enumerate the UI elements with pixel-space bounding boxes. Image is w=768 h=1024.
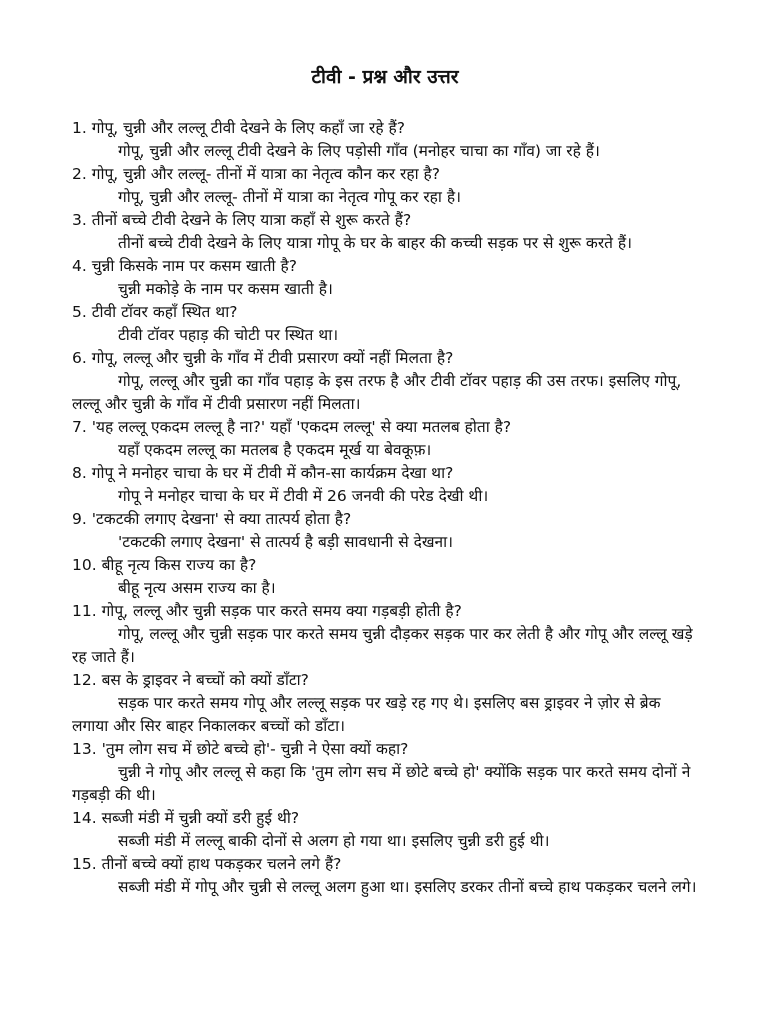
answer: गोपू, लल्लू और चुन्नी का गाँव पहाड़ के इस तरफ है और टीवी टॉवर पहाड़ की उस तरफ। इसलिए गोपू, लल्लू और चुन्नी के गाँव में टीवी प्रसारण नहीं मिलता।	[72, 372, 682, 413]
answer: तीनों बच्चे टीवी देखने के लिए यात्रा गोपू के घर के बाहर की कच्ची सड़क पर से शुरू करते हैं।	[118, 234, 633, 252]
qa-item-9	[72, 508, 698, 554]
answer: टीवी टॉवर पहाड़ की चोटी पर स्थित था।	[118, 326, 339, 344]
qa-item-2	[72, 163, 698, 209]
question: 13. 'तुम लोग सच में छोटे बच्चे हो'- चुन्नी ने ऐसा क्यों कहा?	[72, 740, 409, 758]
answer: यहाँ एकदम लल्लू का मतलब है एकदम मूर्ख या बेवकूफ़।	[118, 441, 432, 459]
qa-list	[72, 117, 698, 899]
qa-item-14	[72, 807, 698, 853]
answer: सड़क पार करते समय गोपू और लल्लू सड़क पर खड़े रह गए थे। इसलिए बस ड्राइवर ने ज़ोर से ब्रेक लगाया और सिर बाहर निकालकर बच्चों को डाँटा।	[72, 694, 661, 735]
question: 2. गोपू, चुन्नी और लल्लू- तीनों में यात्रा का नेतृत्व कौन कर रहा है?	[72, 165, 441, 183]
qa-item-7	[72, 416, 698, 462]
qa-item-13	[72, 738, 698, 807]
qa-item-6	[72, 347, 698, 416]
page-title: टीवी - प्रश्न और उत्तर	[311, 66, 459, 88]
answer: चुन्नी ने गोपू और लल्लू से कहा कि 'तुम लोग सच में छोटे बच्चे हो' क्योंकि सड़क पार करते समय दोनों ने गड़बड़ी की थी।	[72, 763, 691, 804]
question: 7. 'यह लल्लू एकदम लल्लू है ना?' यहाँ 'एकदम लल्लू' से क्या मतलब होता है?	[72, 418, 512, 436]
answer: चुन्नी मकोड़े के नाम पर कसम खाती है।	[118, 280, 333, 298]
question: 8. गोपू ने मनोहर चाचा के घर में टीवी में कौन-सा कार्यक्रम देखा था?	[72, 464, 454, 482]
qa-item-4	[72, 255, 698, 301]
answer: गोपू, चुन्नी और लल्लू- तीनों में यात्रा का नेतृत्व गोपू कर रहा है।	[118, 188, 461, 206]
question: 3. तीनों बच्चे टीवी देखने के लिए यात्रा कहाँ से शुरू करते हैं?	[72, 211, 412, 229]
qa-item-15	[72, 853, 698, 899]
question: 5. टीवी टॉवर कहाँ स्थित था?	[72, 303, 238, 321]
question: 6. गोपू, लल्लू और चुन्नी के गाँव में टीवी प्रसारण क्यों नहीं मिलता है?	[72, 349, 454, 367]
qa-item-11	[72, 600, 698, 669]
answer: गोपू ने मनोहर चाचा के घर में टीवी में 26 जनवी की परेड देखी थी।	[118, 487, 489, 505]
question: 15. तीनों बच्चे क्यों हाथ पकड़कर चलने लगे हैं?	[72, 855, 342, 873]
question: 12. बस के ड्राइवर ने बच्चों को क्यों डाँटा?	[72, 671, 309, 689]
qa-item-5	[72, 301, 698, 347]
question: 9. 'टकटकी लगाए देखना' से क्या तात्पर्य होता है?	[72, 510, 352, 528]
qa-item-12	[72, 669, 698, 738]
answer: बीहू नृत्य असम राज्य का है।	[118, 579, 276, 597]
qa-item-1	[72, 117, 698, 163]
answer: सब्जी मंडी में गोपू और चुन्नी से लल्लू अलग हुआ था। इसलिए डरकर तीनों बच्चे हाथ पकड़कर चलने लगे।	[118, 878, 697, 896]
question: 10. बीहू नृत्य किस राज्य का है?	[72, 556, 257, 574]
question: 14. सब्जी मंडी में चुन्नी क्यों डरी हुई थी?	[72, 809, 300, 827]
qa-item-8	[72, 462, 698, 508]
answer: गोपू, चुन्नी और लल्लू टीवी देखने के लिए पड़ोसी गाँव (मनोहर चाचा का गाँव) जा रहे हैं।	[118, 142, 600, 160]
qa-item-10	[72, 554, 698, 600]
answer: 'टकटकी लगाए देखना' से तात्पर्य है बड़ी सावधानी से देखना।	[118, 533, 454, 551]
question: 1. गोपू, चुन्नी और लल्लू टीवी देखने के लिए कहाँ जा रहे हैं?	[72, 119, 405, 137]
answer: सब्जी मंडी में लल्लू बाकी दोनों से अलग हो गया था। इसलिए चुन्नी डरी हुई थी।	[118, 832, 550, 850]
question: 4. चुन्नी किसके नाम पर कसम खाती है?	[72, 257, 297, 275]
qa-item-3	[72, 209, 698, 255]
question: 11. गोपू, लल्लू और चुन्नी सड़क पार करते समय क्या गड़बड़ी होती है?	[72, 602, 462, 620]
answer: गोपू, लल्लू और चुन्नी सड़क पार करते समय चुन्नी दौड़कर सड़क पार कर लेती है और गोपू और लल्लू खड़े रह जाते हैं।	[72, 625, 693, 666]
